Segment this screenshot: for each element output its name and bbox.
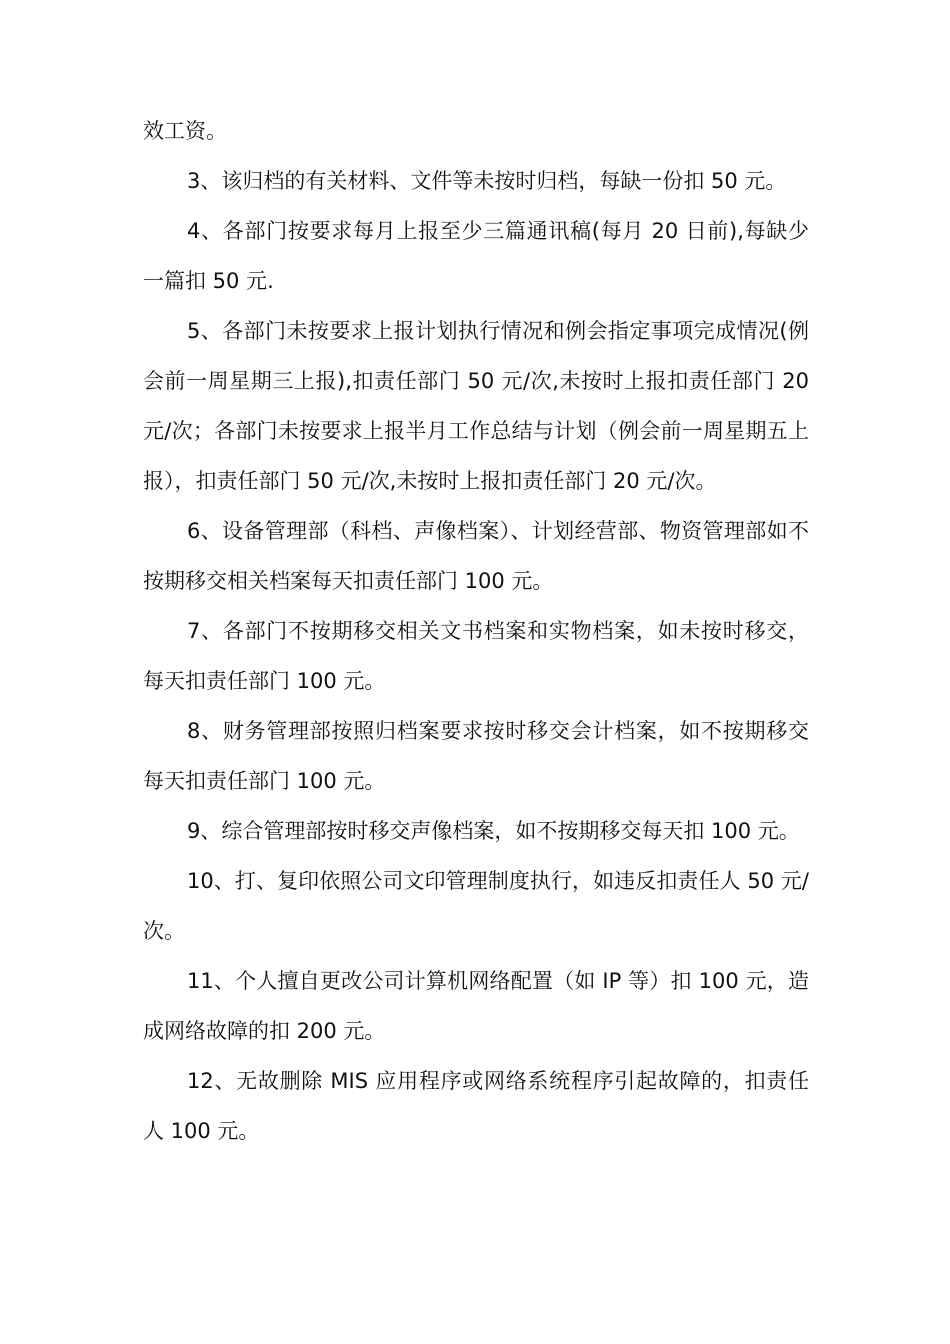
- paragraph-item-5: 5、各部门未按要求上报计划执行情况和例会指定事项完成情况(例会前一周星期三上报),扣责任部门 50 元/次,未按时上报扣责任部门 20 元/次；各部门未按要求上报半月工作总结与计划（例会前一周星期五上报），扣责任部门 50 元/次,未按时上报扣责任部门 20 元/次。: [143, 319, 809, 493]
- document-body: [143, 106, 809, 1156]
- paragraph-item-11: 11、个人擅自更改公司计算机网络配置（如 IP 等）扣 100 元，造成网络故障的扣 200 元。: [143, 969, 809, 1043]
- paragraph-item-8: 8、财务管理部按照归档案要求按时移交会计档案，如不按期移交每天扣责任部门 100 元。: [143, 719, 809, 793]
- paragraph-item-3: 3、该归档的有关材料、文件等未按时归档，每缺一份扣 50 元。: [187, 169, 787, 193]
- paragraph-item-10: 10、打、复印依照公司文印管理制度执行，如违反扣责任人 50 元/次。: [143, 869, 809, 943]
- paragraph-item-9: 9、综合管理部按时移交声像档案，如不按期移交每天扣 100 元。: [187, 819, 800, 843]
- paragraph-item-7: 7、各部门不按期移交相关文书档案和实物档案，如未按时移交，每天扣责任部门 100 元。: [143, 619, 809, 693]
- paragraph-item-6: 6、设备管理部（科档、声像档案）、计划经营部、物资管理部如不按期移交相关档案每天扣责任部门 100 元。: [143, 519, 809, 593]
- paragraph-item-4: 4、各部门按要求每月上报至少三篇通讯稿(每月 20 日前),每缺少一篇扣 50 元.: [143, 219, 809, 293]
- paragraph-item-12: 12、无故删除 MIS 应用程序或网络系统程序引起故障的，扣责任人 100 元。: [143, 1069, 809, 1143]
- paragraph-continuation: 效工资。: [143, 119, 227, 143]
